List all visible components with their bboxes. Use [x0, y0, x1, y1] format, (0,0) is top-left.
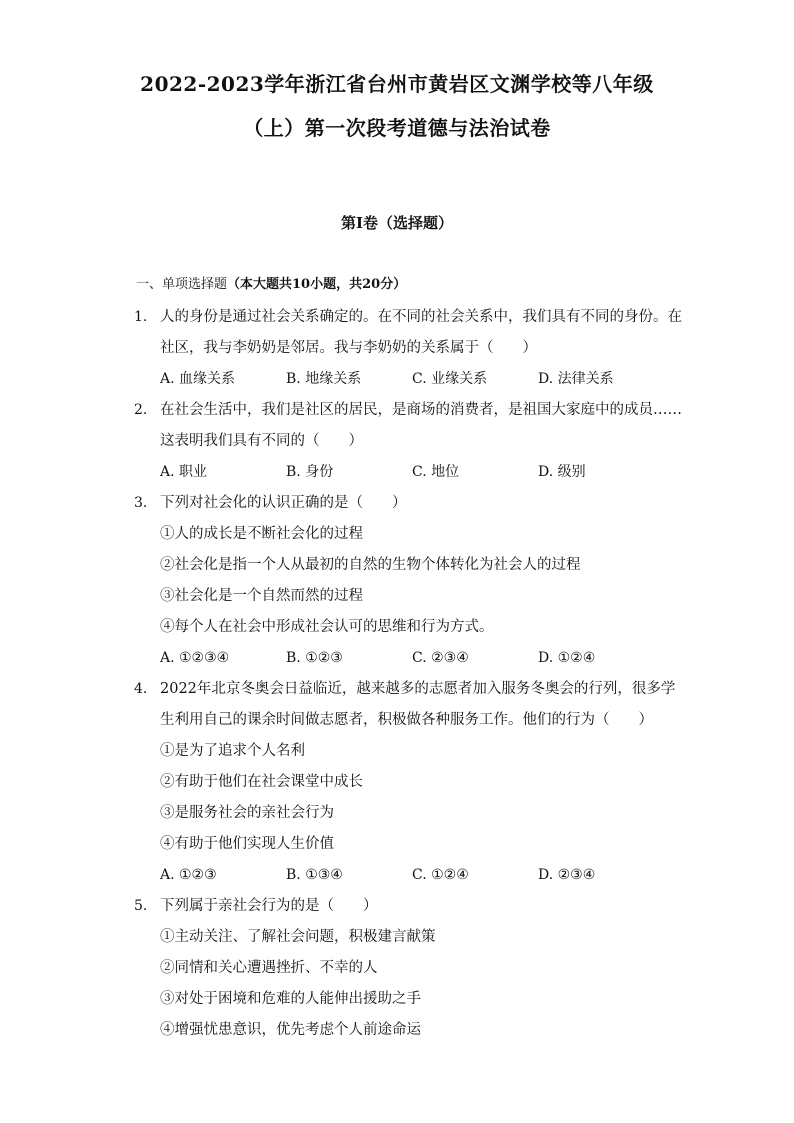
question	[134, 674, 674, 891]
statement: ②有助于他们在社会课堂中成长	[160, 774, 363, 790]
statement: ②同情和关心遭遇挫折、不幸的人	[160, 960, 378, 976]
stem-line: 下列对社会化的认识正确的是（ ）	[160, 495, 407, 511]
question	[134, 488, 674, 674]
question-number: 1.	[134, 309, 148, 325]
part-heading-prefix: 一、单项选择题	[136, 277, 228, 292]
statement: ①主动关注、了解社会问题，积极建言献策	[160, 929, 436, 945]
option-c: C. 业缘关系	[412, 371, 488, 387]
stem-line: 在社会生活中，我们是社区的居民，是商场的消费者，是祖国大家庭中的成员……	[160, 402, 682, 418]
question	[134, 395, 682, 488]
statement: ①人的成长是不断社会化的过程	[160, 526, 363, 542]
option-d: D. 法律关系	[538, 371, 614, 387]
stem-line: 下列属于亲社会行为的是（ ）	[160, 898, 378, 914]
statement: ③社会化是一个自然而然的过程	[160, 588, 363, 604]
option-a: A. ①②③	[160, 867, 217, 883]
option-d: D. ①②④	[538, 650, 596, 666]
option-c: C. 地位	[412, 464, 460, 480]
option-b: B. 身份	[286, 464, 334, 480]
statement: ④有助于他们实现人生价值	[160, 836, 334, 852]
options-row	[160, 364, 674, 395]
exam-title-line2: （上）第一次段考道德与法治试卷	[243, 116, 551, 140]
question-stem	[160, 488, 674, 643]
option-b: B. 地缘关系	[286, 371, 362, 387]
stem-line: 生利用自己的课余时间做志愿者，积极做各种服务工作。他们的行为（ ）	[160, 712, 653, 728]
statement: ③对处于困境和危难的人能伸出援助之手	[160, 991, 421, 1007]
statement: ④增强忧患意识，优先考虑个人前途命运	[160, 1022, 421, 1038]
option-b: B. ①②③	[286, 650, 343, 666]
question-stem	[160, 891, 674, 1046]
question	[134, 302, 682, 395]
option-c: C. ①②④	[412, 867, 469, 883]
question-stem	[160, 302, 682, 364]
question	[134, 891, 674, 1046]
stem-line: 社区，我与李奶奶是邻居。我与李奶奶的关系属于（ ）	[160, 340, 537, 356]
option-a: A. ①②③④	[160, 650, 230, 666]
options-row	[160, 643, 674, 674]
option-b: B. ①③④	[286, 867, 343, 883]
question-number: 2.	[134, 402, 148, 418]
stem-line: 这表明我们具有不同的（ ）	[160, 433, 363, 449]
statement: ①是为了追求个人名利	[160, 743, 305, 759]
stem-line: 人的身份是通过社会关系确定的。在不同的社会关系中，我们具有不同的身份。在	[160, 309, 682, 325]
exam-title-line1: 2022-2023学年浙江省台州市黄岩区文渊学校等八年级	[140, 72, 654, 96]
part-heading-detail: （本大题共10小题，共20分）	[227, 277, 407, 292]
stem-line: 2022年北京冬奥会日益临近，越来越多的志愿者加入服务冬奥会的行列，很多学	[160, 681, 676, 697]
option-d: D. 级别	[538, 464, 586, 480]
question-number: 5.	[134, 898, 148, 914]
section-title: 第Ⅰ卷（选择题）	[340, 214, 454, 232]
option-a: A. 职业	[160, 464, 208, 480]
option-c: C. ②③④	[412, 650, 469, 666]
part-heading	[136, 273, 406, 292]
question-number: 3.	[134, 495, 148, 511]
question-stem	[160, 395, 682, 457]
question-list	[134, 302, 682, 1046]
statement: ②社会化是指一个人从最初的自然的生物个体转化为社会人的过程	[160, 557, 581, 573]
statement: ③是服务社会的亲社会行为	[160, 805, 334, 821]
option-a: A. 血缘关系	[160, 371, 236, 387]
options-row	[160, 860, 674, 891]
question-number: 4.	[134, 681, 148, 697]
statement: ④每个人在社会中形成社会认可的思维和行为方式。	[160, 619, 494, 635]
options-row	[160, 457, 674, 488]
question-stem	[160, 674, 674, 860]
option-d: D. ②③④	[538, 867, 596, 883]
